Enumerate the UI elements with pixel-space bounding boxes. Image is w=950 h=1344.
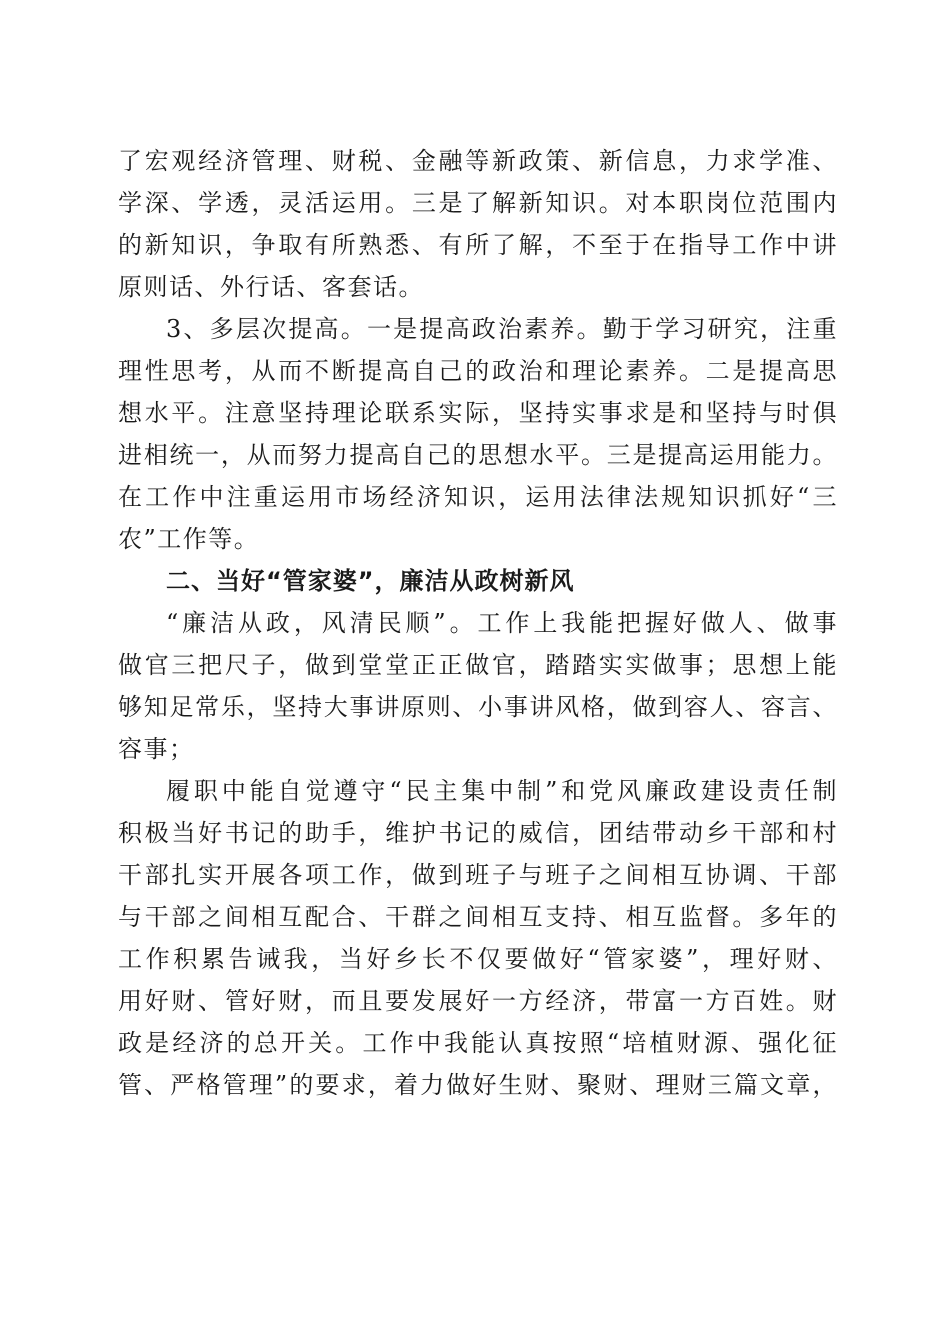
section-heading: 二、当好“管家婆”，廉洁从政树新风 xyxy=(166,567,575,595)
text-line: 做官三把尺子，做到堂堂正正做官，踏踏实实做事；思想上能 xyxy=(118,651,838,679)
text-line: 理性思考，从而不断提高自己的政治和理论素养。二是提高思 xyxy=(118,357,838,385)
text-line: 用好财、管好财，而且要发展好一方经济，带富一方百姓。财 xyxy=(118,987,838,1015)
text-line: 干部扎实开展各项工作，做到班子与班子之间相互协调、干部 xyxy=(118,861,838,889)
text-line: 学深、学透，灵活运用。三是了解新知识。对本职岗位范围内 xyxy=(118,189,838,217)
text-line: 容事； xyxy=(118,735,195,763)
text-line: 在工作中注重运用市场经济知识，运用法律法规知识抓好“三 xyxy=(118,483,838,511)
text-line: 了宏观经济管理、财税、金融等新政策、新信息，力求学准、 xyxy=(118,147,838,175)
text-line: 原则话、外行话、客套话。 xyxy=(118,273,424,301)
paragraph-1 xyxy=(118,140,838,308)
text-line: 的新知识，争取有所熟悉、有所了解，不至于在指导工作中讲 xyxy=(118,231,838,259)
text-line: 管、严格管理”的要求，着力做好生财、聚财、理财三篇文章， xyxy=(118,1071,838,1099)
text-line: 进相统一，从而努力提高自己的思想水平。三是提高运用能力。 xyxy=(118,441,838,469)
paragraph-3 xyxy=(118,602,838,770)
text-line: “廉洁从政，风清民顺”。工作上我能把握好做人、做事 xyxy=(166,609,838,637)
text-line: 够知足常乐，坚持大事讲原则、小事讲风格，做到容人、容言、 xyxy=(118,693,838,721)
body-text xyxy=(118,140,838,1106)
text-line: 积极当好书记的助手，维护书记的威信，团结带动乡干部和村 xyxy=(118,819,838,847)
text-line: 政是经济的总开关。工作中我能认真按照“培植财源、强化征 xyxy=(118,1029,838,1057)
text-line: 与干部之间相互配合、干群之间相互支持、相互监督。多年的 xyxy=(118,903,838,931)
paragraph-2 xyxy=(118,308,838,560)
text-line: 工作积累告诫我，当好乡长不仅要做好“管家婆”，理好财、 xyxy=(118,945,838,973)
text-line: 农”工作等。 xyxy=(118,525,260,553)
text-line: 3、多层次提高。一是提高政治素养。勤于学习研究，注重 xyxy=(166,315,838,343)
text-line: 想水平。注意坚持理论联系实际，坚持实事求是和坚持与时俱 xyxy=(118,399,838,427)
text-line: 履职中能自觉遵守“民主集中制”和党风廉政建设责任制 xyxy=(166,777,838,805)
paragraph-4 xyxy=(118,770,838,1106)
